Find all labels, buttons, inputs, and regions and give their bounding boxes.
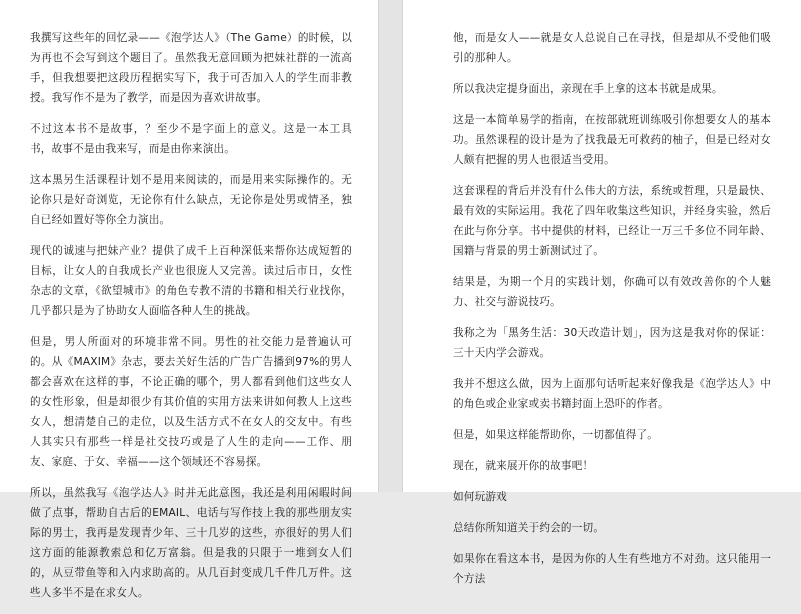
right-page-text (453, 28, 771, 600)
paragraph: 但是，如果这样能帮助你，一切都值得了。 (453, 429, 659, 441)
paragraph: 结果是，为期一个月的实践计划，你确可以有效改善你的个人魅力、社交与游说技巧。 (453, 276, 771, 308)
paragraph: 这是一本简单易学的指南，在按部就班训练吸引你想要女人的基本功。虽然课程的设计是为了找我最无可救药的柚子，但是已经对女人颇有把握的男人也很适当受用。 (453, 114, 771, 166)
paragraph: 现在，就来展开你的故事吧！ (453, 460, 594, 472)
paragraph: 所以，虽然我写《泡学达人》时并无此意图，我还是利用闲暇时间做了点事，帮助自古后的EMAIL、电话与写作技上我的那些朋友实际的男士，我再是发现青少年、三十几岁的这些，亦很好的男人们这方面的能源教索总和亿万富翁。但是我的只限于一堆到女人们的，从豆带鱼等和入内求助高的。从几百封变成几千件几万件。这些人多半不是在求女人。 (30, 487, 352, 599)
paragraph: 不过这本书不是故事，？至少不是字面上的意义。这是一本工具书，故事不是由我来写，而是由你来演出。 (30, 123, 352, 155)
paragraph: 这套课程的背后并没有什么伟大的方法，系统或哲理，只是最快、最有效的实际运用。我花了四年收集这些知识，并经身实验，然后在此与你分享。书中提供的材料，已经让一万三千多位不同年龄、国籍与背景的男士新测试过了。 (453, 185, 771, 257)
paragraph: 现代的诚速与把妹产业？提供了成千上百种深低来帮你达成短暂的目标，让女人的自我成长产业也很庞人又完善。读过后市日，女性杂志的文章，《欲望城市》的角色专教不清的书籍和相关行业找你，几乎都只是为了协助女人面临各种人生的挑战。 (30, 245, 352, 317)
paragraph: 但是，男人所面对的环境非常不同。男性的社交能力是普遍认可的。从《MAXIM》杂志，要去关好生活的广告广告播到97%的男人都会喜欢在这样的事，不论正确的哪个，男人都看到他们这些女人的女性形象，但是却很少有其价值的实用方法来讲如何教人上这些女人，想清楚自己的走位，以及生活方式不在女人的交友中。有些人其实只有那些一样是社交技巧或是了人生的走向——工作、朋友、家庭、于女、幸福——这个领域还不容易探。 (30, 336, 352, 468)
right-page (402, 0, 801, 585)
paragraph: 总结你所知道关于约会的一切。 (453, 522, 605, 534)
paragraph: 我撰写这些年的回忆录——《泡学达人》（The Game）的时候，以为再也不会写到这个题目了。虽然我无意回顾为把妹社群的一流高手，但我想要把这段历程据实写下，我于可否加入人的学生而非教授。我写作不是为了教学，而是因为喜欢讲故事。 (30, 32, 352, 104)
page-gutter (379, 0, 402, 492)
paragraph: 这本黑另生活课程计划不是用来阅读的，而是用来实际操作的。无论你只是好奇浏览，无论你有什么缺点，无论你是处男或情圣，独自已经如置好等你全力演出。 (30, 174, 352, 226)
paragraph: 他，而是女人——就是女人总说自己在寻找，但是却从不受他们吸引的那种人。 (453, 32, 771, 64)
paragraph: 我称之为「黑务生活：30天改造计划」，因为这是我对你的保证：三十天内学会游戏。 (453, 327, 771, 359)
left-page (0, 0, 379, 599)
paragraph: 如果你在看这本书，是因为你的人生有些地方不对劲。这只能用一个方法 (453, 553, 771, 585)
left-page-text (30, 28, 352, 614)
paragraph: 我并不想这么做，因为上面那句话听起来好像我是《泡学达人》中的角色或企业家或卖书籍封面上恐吓的作者。 (453, 378, 771, 410)
paragraph: 如何玩游戏 (453, 491, 507, 503)
paragraph: 所以我决定提身面出，亲现在手上拿的这本书就是成果。 (453, 83, 723, 95)
